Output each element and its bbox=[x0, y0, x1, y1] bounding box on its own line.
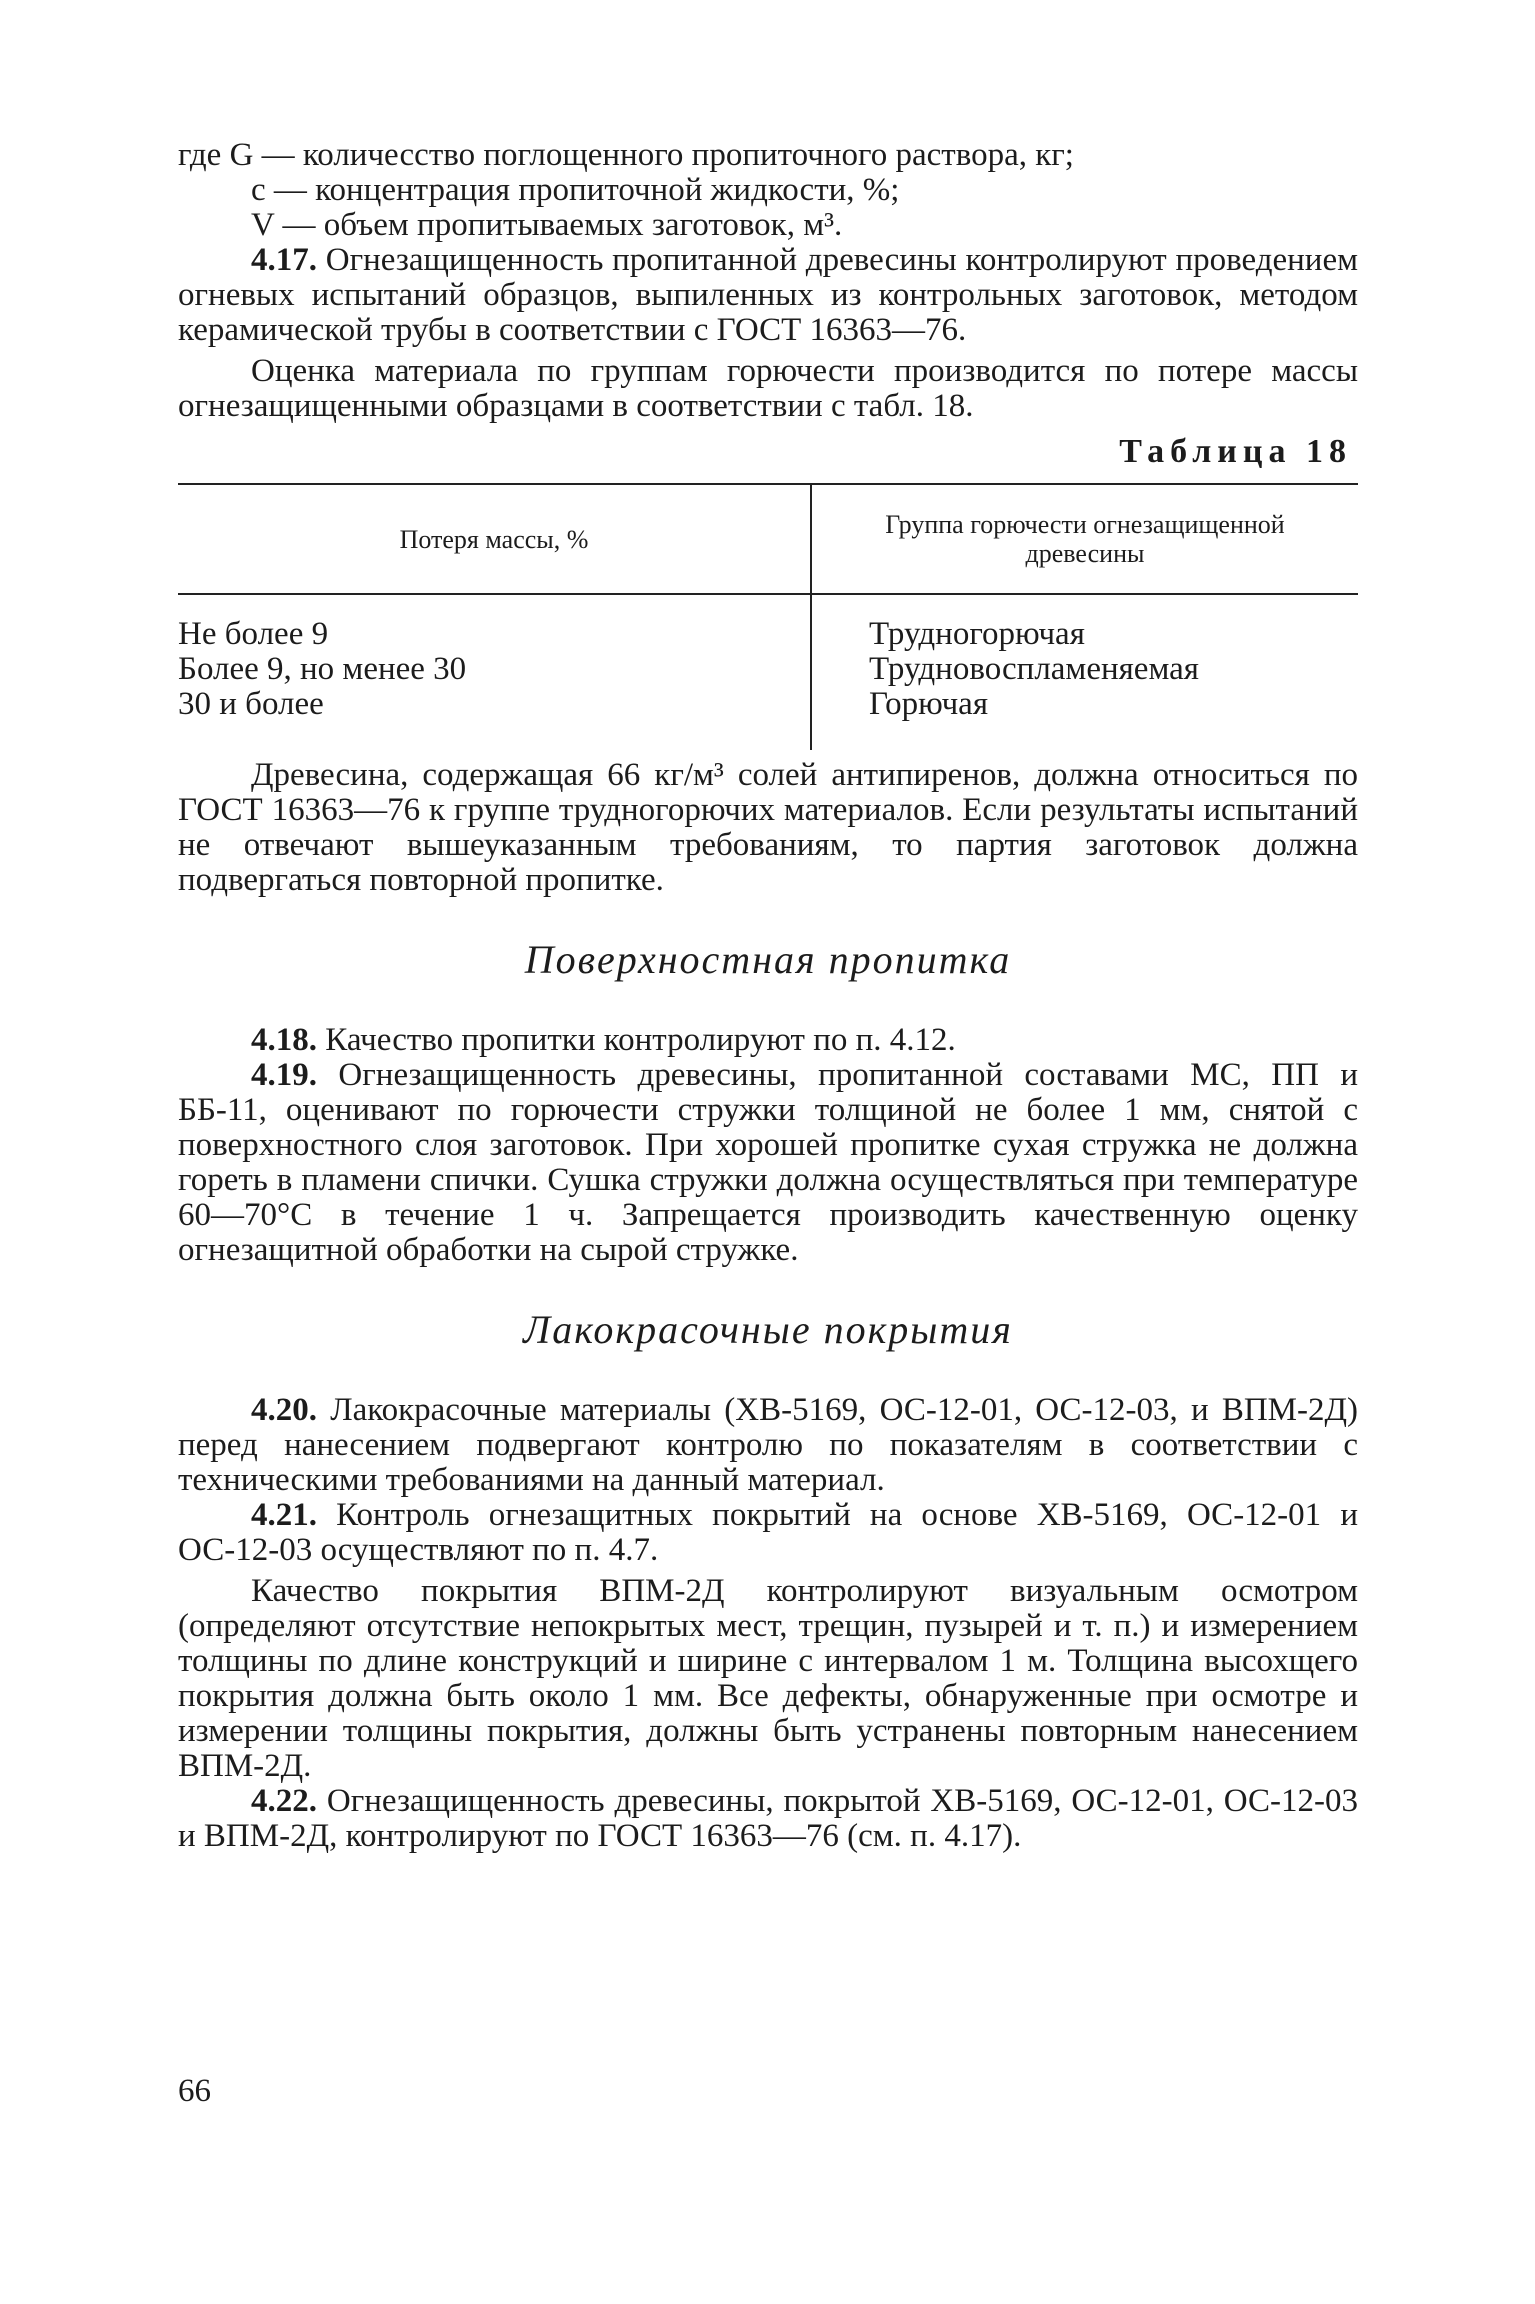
flammability-group-cell bbox=[811, 594, 1358, 750]
clause-number: 4.19. bbox=[251, 1057, 317, 1093]
table-header-row bbox=[178, 484, 1358, 594]
page-number: 66 bbox=[178, 2073, 211, 2109]
page-content bbox=[178, 138, 1358, 1854]
paragraph-wood-salts: Древесина, содержащая 66 кг/м³ солей антипиренов, должна относиться по ГОСТ 16363—76 к группе трудногорючих материалов. Если результаты испытаний не отвечают вышеуказанным требованиям, то партия заготовок должна подвергаться повторной пропитке. bbox=[178, 757, 1358, 898]
clause-text: Контроль огнезащитных покрытий на основе ХВ-5169, ОС-12-01 и ОС-12-03 осуществляют по п. 4.7. bbox=[178, 1497, 1358, 1568]
clause-number: 4.21. bbox=[251, 1497, 317, 1533]
paragraph-4-21 bbox=[178, 1498, 1358, 1568]
clause-number: 4.18. bbox=[251, 1022, 317, 1058]
definition-c: c — концентрация пропиточной жидкости, %; bbox=[251, 172, 900, 208]
mass-loss-cell bbox=[178, 594, 811, 750]
column-header-flammability-group: Группа горючести огнезащищенной древесины bbox=[811, 484, 1358, 594]
table-cell-mass-loss: 30 и более bbox=[178, 686, 324, 722]
paragraph-4-20 bbox=[178, 1393, 1358, 1498]
table-body bbox=[178, 594, 1358, 750]
definition-g: где G — количесство поглощенного пропиточного раствора, кг; bbox=[178, 137, 1074, 173]
clause-number: 4.22. bbox=[251, 1783, 317, 1819]
clause-text: Лакокрасочные материалы (ХВ-5169, ОС-12-01, ОС-12-03, и ВПМ-2Д) перед нанесением подвергают контролю по показателям в соответствии с техническими требованиями на данный материал. bbox=[178, 1392, 1358, 1498]
column-header-mass-loss: Потеря массы, % bbox=[178, 484, 811, 594]
paragraph-assessment: Оценка материала по группам горючести производится по потере массы огнезащищенными образцами в соответствии с табл. 18. bbox=[178, 353, 1358, 424]
paragraph-4-19 bbox=[178, 1058, 1358, 1268]
table-caption: Таблица 18 bbox=[1119, 433, 1352, 470]
paragraph-4-17 bbox=[178, 243, 1358, 348]
flammability-table bbox=[178, 483, 1358, 750]
variable-definitions bbox=[178, 138, 1358, 243]
section-title-surface-impregnation: Поверхностная пропитка bbox=[524, 937, 1012, 982]
paragraph-4-18 bbox=[178, 1023, 1358, 1058]
table-cell-group: Трудновоспламеняемая bbox=[869, 651, 1199, 687]
table-cell-mass-loss: Более 9, но менее 30 bbox=[178, 651, 467, 687]
paragraph-vpm-quality: Качество покрытия ВПМ-2Д контролируют визуальным осмотром (определяют отсутствие непокрытых мест, трещин, пузырей и т. п.) и измерением толщины по длине конструкций и ширине с интервалом 1 м. Толщина высохщего покрытия должна быть около 1 мм. Все дефекты, обнаруженные при осмотре и измерении толщины покрытия, должны быть устранены повторным нанесением ВПМ-2Д. bbox=[178, 1573, 1358, 1784]
clause-text: Огнезащищенность пропитанной древесины контролируют проведением огневых испытаний образцов, выпиленных из контрольных заготовок, методом керамической трубы в соответствии с ГОСТ 16363—76. bbox=[178, 242, 1358, 348]
clause-text: Огнезащищенность древесины, пропитанной составами МС, ПП и ББ-11, оценивают по горючести стружки толщиной не более 1 мм, снятой с поверхностного слоя заготовок. При хорошей пропитке сухая стружка не должна гореть в пламени спички. Сушка стружки должна осуществляться при температуре 60—70°С в течение 1 ч. Запрещается производить качественную оценку огнезащитной обработки на сырой стружке. bbox=[178, 1057, 1358, 1268]
clause-text: Огнезащищенность древесины, покрытой ХВ-5169, ОС-12-01, ОС-12-03 и ВПМ-2Д, контролируют по ГОСТ 16363—76 (см. п. 4.17). bbox=[178, 1783, 1358, 1854]
clause-number: 4.20. bbox=[251, 1392, 317, 1428]
clause-text: Качество пропитки контролируют по п. 4.12. bbox=[317, 1022, 956, 1058]
table-cell-group: Трудногорючая bbox=[869, 616, 1085, 652]
table-cell-mass-loss: Не более 9 bbox=[178, 616, 329, 652]
section-title-coatings: Лакокрасочные покрытия bbox=[523, 1307, 1013, 1352]
definition-v: V — объем пропитываемых заготовок, м³. bbox=[251, 207, 843, 243]
clause-number: 4.17. bbox=[251, 242, 317, 278]
paragraph-4-22 bbox=[178, 1784, 1358, 1854]
table-cell-group: Горючая bbox=[869, 686, 988, 722]
